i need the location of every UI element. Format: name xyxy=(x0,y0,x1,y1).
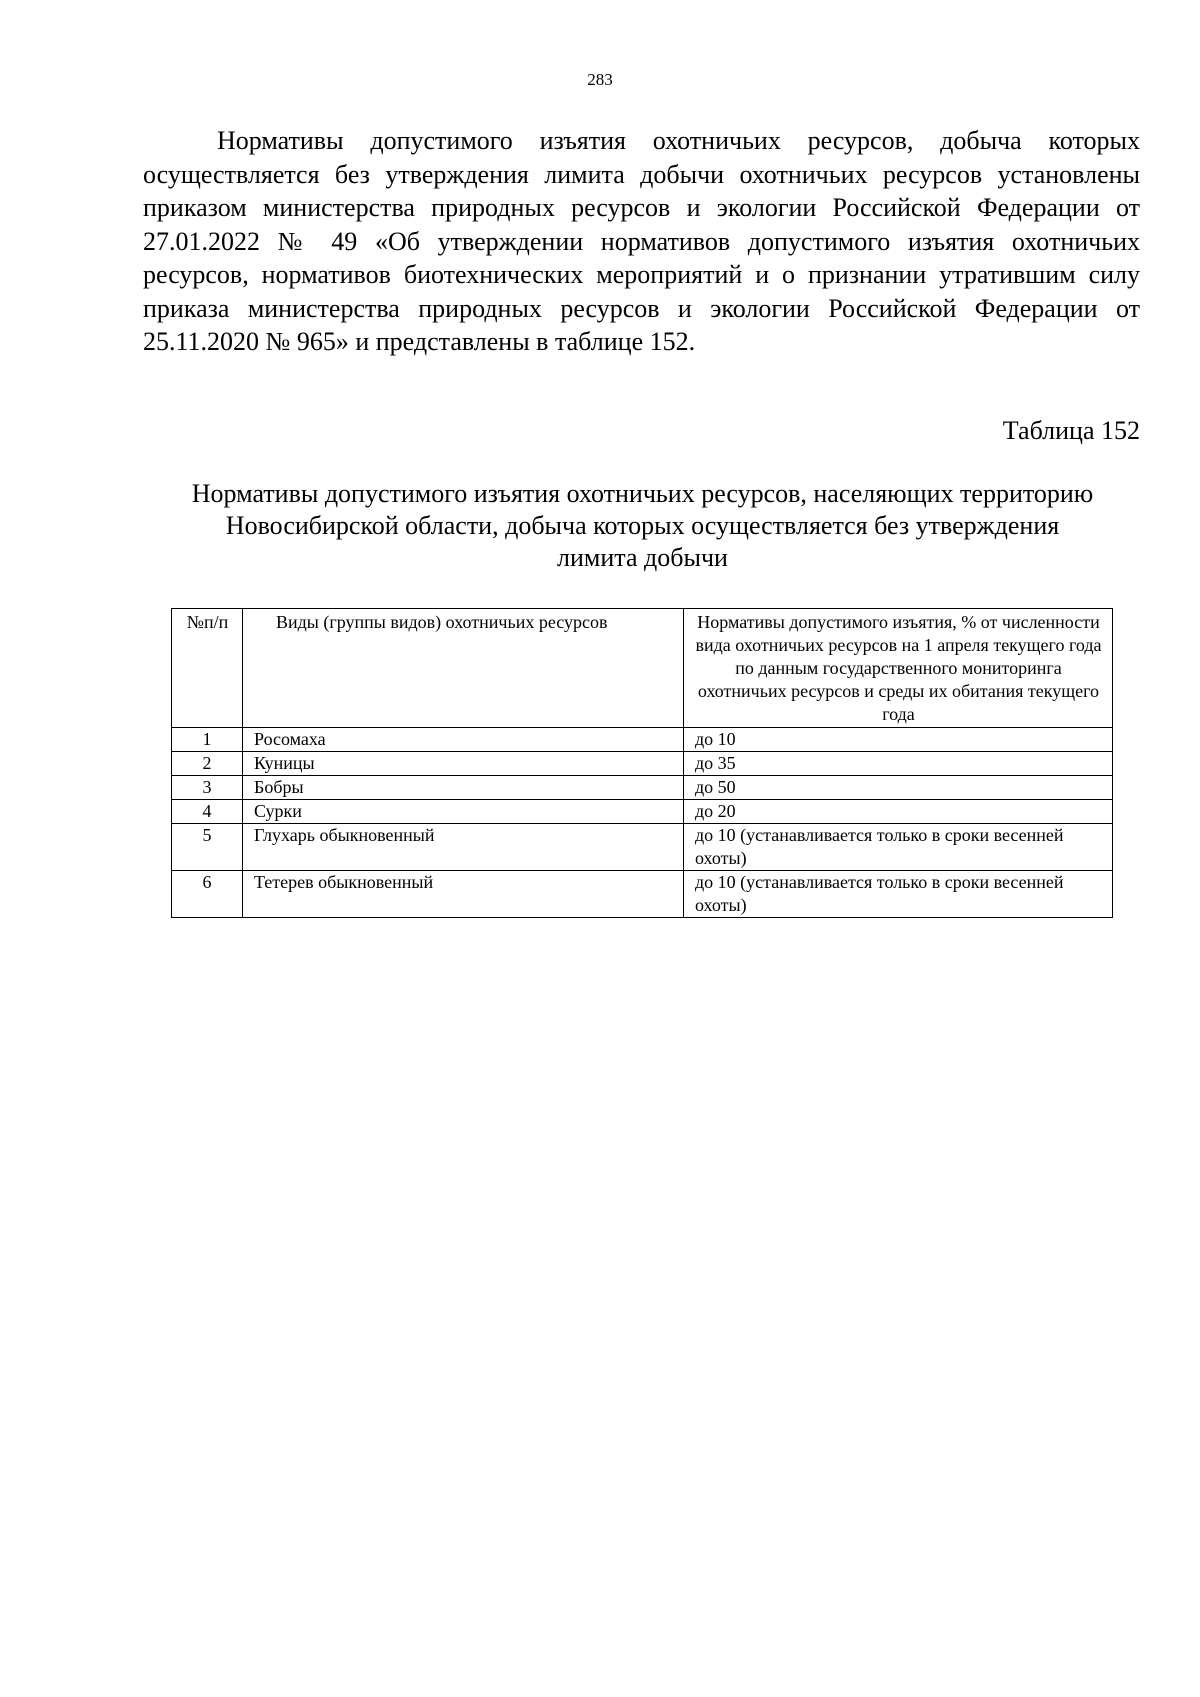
row-number: 1 xyxy=(172,728,243,752)
header-number: №п/п xyxy=(172,609,243,728)
row-norm: до 10 (устанавливается только в сроки весенней охоты) xyxy=(684,824,1113,871)
row-species: Тетерев обыкновенный xyxy=(243,871,684,918)
table-row xyxy=(172,871,1113,918)
table-header-row xyxy=(172,609,1113,728)
table-row xyxy=(172,752,1113,776)
row-norm: до 20 xyxy=(684,800,1113,824)
table-row xyxy=(172,824,1113,871)
row-norm: до 10 xyxy=(684,728,1113,752)
row-species: Сурки xyxy=(243,800,684,824)
table-row xyxy=(172,800,1113,824)
table-row xyxy=(172,728,1113,752)
row-species: Бобры xyxy=(243,776,684,800)
header-species: Виды (группы видов) охотничьих ресурсов xyxy=(243,609,684,728)
row-number: 2 xyxy=(172,752,243,776)
header-norm: Нормативы допустимого изъятия, % от численности вида охотничьих ресурсов на 1 апреля текущего года по данным государственного мониторинга охотничьих ресурсов и среды их обитания текущего года xyxy=(684,609,1113,728)
row-number: 3 xyxy=(172,776,243,800)
table-number: Таблица 152 xyxy=(1002,416,1140,445)
row-number: 5 xyxy=(172,824,243,871)
row-norm: до 50 xyxy=(684,776,1113,800)
page-number: 283 xyxy=(587,70,613,89)
row-species: Куницы xyxy=(243,752,684,776)
intro-paragraph: Нормативы допустимого изъятия охотничьих ресурсов, добыча которых осуществляется без утверждения лимита добычи охотничьих ресурсов установлены приказом министерства природных ресурсов и экологии Российской Федерации от 27.01.2022 № 49 «Об утверждении нормативов допустимого изъятия охотничьих ресурсов, нормативов биотехнических мероприятий и о признании утратившим силу приказа министерства природных ресурсов и экологии Российской Федерации от 25.11.2020 № 965» и представлены в таблице 152. xyxy=(143,126,1140,356)
norms-table xyxy=(171,608,1113,918)
table-row xyxy=(172,776,1113,800)
row-species: Росомаха xyxy=(243,728,684,752)
row-number: 6 xyxy=(172,871,243,918)
row-number: 4 xyxy=(172,800,243,824)
table-title: Нормативы допустимого изъятия охотничьих ресурсов, населяющих территорию Новосибирской области, добыча которых осуществляется без утверждения лимита добычи xyxy=(191,479,1094,572)
row-norm: до 35 xyxy=(684,752,1113,776)
row-norm: до 10 (устанавливается только в сроки весенней охоты) xyxy=(684,871,1113,918)
row-species: Глухарь обыкновенный xyxy=(243,824,684,871)
